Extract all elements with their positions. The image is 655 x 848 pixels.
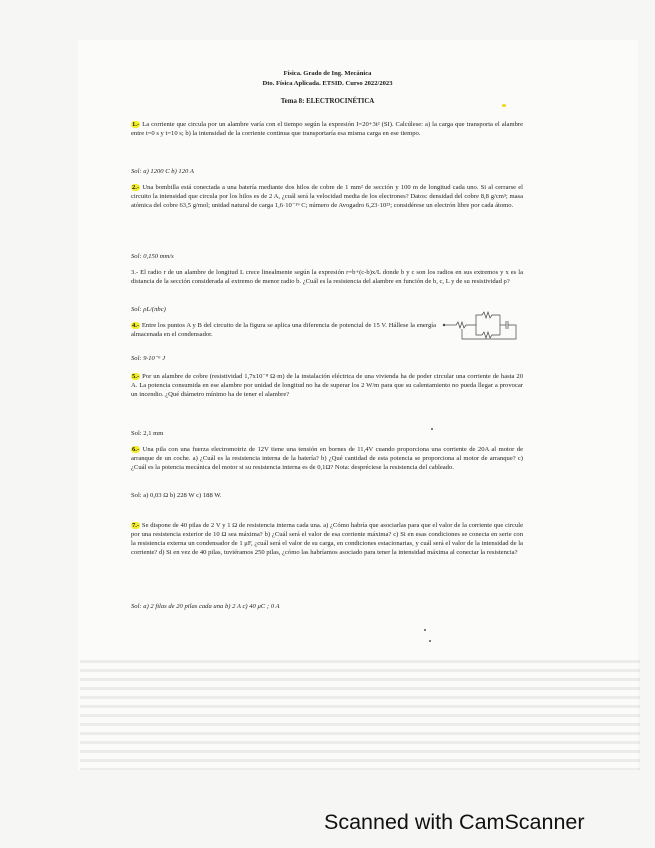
scan-speck (429, 640, 431, 642)
circuit-figure (442, 309, 520, 345)
solution-6: Sol: a) 0,03 Ω b) 228 W c) 188 W. (131, 492, 222, 499)
scan-speck (431, 428, 433, 430)
solution-7: Sol: a) 2 filas de 20 pilas cada una b) 2 A c) 40 μC ; 0 A (131, 603, 280, 610)
problem-text: Entre los puntos A y B del circuito de la figura se aplica una diferencia de potencial de 15 V. Hállese la energía almacenada en el condensador. (131, 322, 436, 338)
highlight-mark (502, 104, 506, 107)
solution-3: Sol: ρL/(πbc) (131, 306, 166, 313)
problem-7 (131, 522, 523, 558)
course-title: Física. Grado de Ing. Mecánica (283, 70, 372, 77)
solution-1: Sol: a) 1200 C b) 120 A (131, 168, 194, 175)
problem-number: 7.- (132, 522, 140, 529)
problem-number: 3.- (131, 269, 139, 276)
scan-speck (424, 629, 426, 631)
problem-number: 5.- (132, 373, 140, 380)
topic-title: Tema 8: ELECTROCINÉTICA (280, 98, 375, 105)
problem-5 (131, 373, 523, 400)
problem-text: Se dispone de 40 pilas de 2 V y 1 Ω de resistencia interna cada una. a) ¿Cómo habría que asociarlas para que el valor de la corriente que circule por una resistencia exterior de 10 Ω sea máxima? b) ¿Cuál será el valor de esa corriente máxima? c) Si en esas condiciones se conecta en serie con la resistencia externa un condensador de 1 μF, ¿cuál será el valor de su carga, en condiciones estacionarias, y cuál será el valor de la intensidad de la corriente? d) Si en vez de 40 pilas, tuviéramos 250 pilas, ¿cómo las habríamos asociado para tener la intensidad máxima al conectar la resistencia? (131, 522, 523, 556)
problem-text: Una bombilla está conectada a una batería mediante dos hilos de cobre de 1 mm² de sección y 100 m de longitud cada uno. Si al cerrarse el circuito la intensidad que circula por los hilos es de 2 A, ¿cuál será la velocidad media de los electrones? Datos: densidad del cobre 8,8 g/cm³; masa atómica del cobre 63,5 g/mol; unidad natural de carga 1,6·10⁻¹⁹ C; número de Avogadro 6,23·10²³; considérese un electrón libre por cada átomo. (131, 184, 523, 209)
problem-4 (131, 322, 436, 340)
solution-4: Sol: 9·10⁻⁶ J (131, 355, 166, 362)
problem-text: El radio r de un alambre de longitud L crece linealmente según la expresión r=b+(c-b)x/L donde b y c son los radios en sus extremos y x es la distancia de la sección considerada al extremo de menor radio b. ¿Cuál es la resistencia del alambre en función de b, c, L y de su resistividad ρ? (131, 269, 523, 285)
solution-2: Sol: 0,150 mm/s (131, 253, 174, 260)
problem-text: La corriente que circula por un alambre varía con el tiempo según la expresión I=20+3t² (SI). Calcúlese: a) la carga que transporta el alambre entre t=0 s y t=10 s; b) la intensidad de la corriente continua que transportaría esa misma carga en ese tiempo. (131, 121, 523, 137)
problem-number: 1.- (132, 121, 140, 128)
solution-5: Sol: 2,1 mm (131, 430, 164, 437)
camscanner-watermark: Scanned with CamScanner (324, 810, 585, 834)
problem-number: 2.- (132, 184, 140, 191)
problem-2 (131, 184, 523, 211)
department-line: Dto. Física Aplicada. ETSID. Curso 2022/2023 (262, 80, 393, 87)
problem-text: Por un alambre de cobre (resistividad 1,7x10⁻⁸ Ω·m) de la instalación eléctrica de una vivienda ha de poder circular una corriente de hasta 20 A. La potencia consumida en ese alambre por unidad de longitud no ha de superar los 2 W/m para que su calentamiento no pueda llegar a provocar un incendio. ¿Qué diámetro mínimo ha de tener el alambre? (131, 373, 523, 398)
problem-3 (131, 269, 523, 287)
problem-6 (131, 446, 523, 473)
problem-text: Una pila con una fuerza electromotriz de 12V tiene una tensión en bornes de 11,4V cuando proporciona una corriente de 20A al motor de arranque de un coche. a) ¿Cuál es la resistencia interna de la batería? b) ¿Qué cantidad de esta potencia se proporciona al motor de arranque? c) ¿Cuál es la potencia mecánica del motor si su resistencia interna es de 0,1Ω? Nota: despréciese la resistencia del cableado. (131, 446, 523, 471)
bleed-through-text (80, 660, 640, 770)
problem-number: 6.- (132, 446, 140, 453)
problem-1 (131, 121, 523, 139)
problem-number: 4.- (132, 322, 140, 329)
